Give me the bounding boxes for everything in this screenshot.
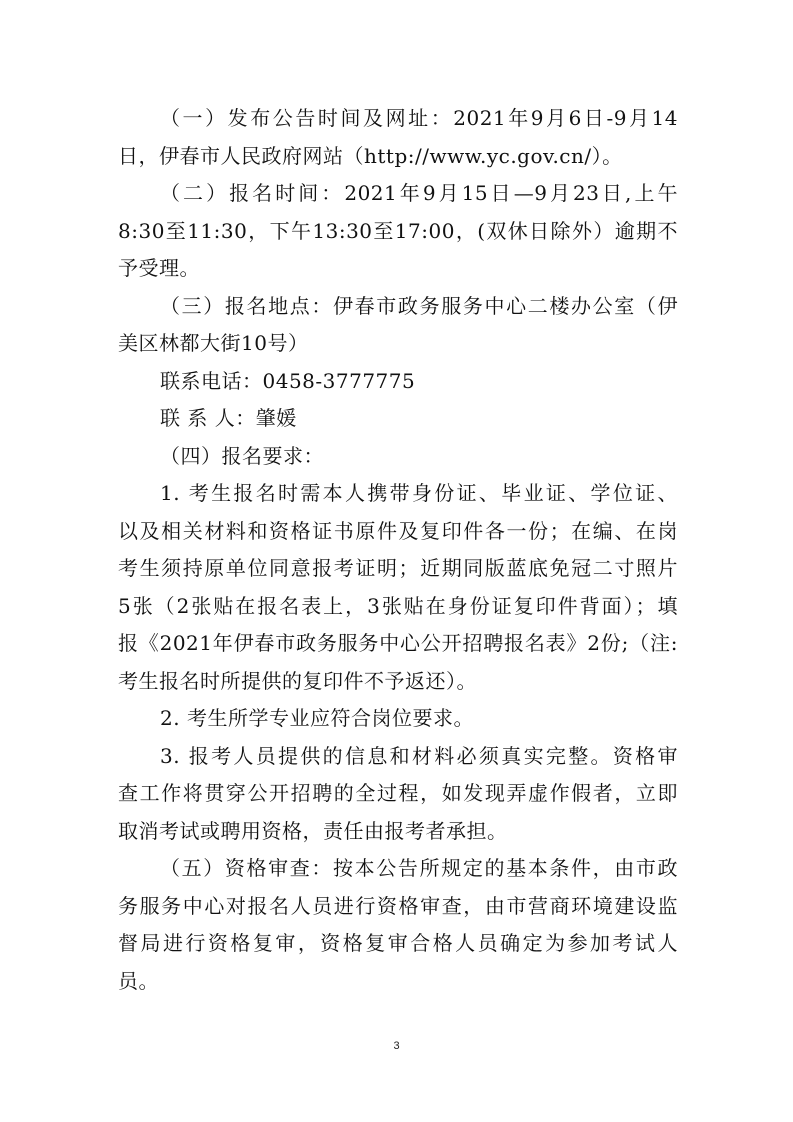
text-line: 督局进行资格复审，资格复审合格人员确定为参加考试人: [118, 931, 678, 955]
text-line: （二）报名时间：2021年9月15日—9月23日,上午: [160, 181, 678, 205]
document-body: [118, 100, 678, 1000]
text-line: 8:30至11:30，下午13:30至17:00，(双休日除外）逾期不: [118, 218, 678, 243]
text-line: （五）资格审查：按本公告所规定的基本条件，由市政: [160, 856, 678, 880]
text-line: （四）报名要求：: [160, 443, 324, 468]
text-line: 联系电话：0458-3777775: [160, 368, 416, 393]
text-line: 考生须持原单位同意报考证明；近期同版蓝底免冠二寸照片: [118, 556, 678, 580]
text-line: 3. 报考人员提供的信息和材料必须真实完整。资格审: [160, 743, 678, 768]
text-line: 员。: [118, 968, 159, 993]
text-line: 2. 考生所学专业应符合岗位要求。: [160, 706, 474, 730]
text-line: 取消考试或聘用资格，责任由报考者承担。: [118, 818, 508, 843]
text-line: 考生报名时所提供的复印件不予返还）。: [118, 668, 477, 693]
text-line: 联 系 人：肇媛: [160, 406, 297, 430]
text-line: 查工作将贯穿公开招聘的全过程，如发现弄虚作假者，立即: [118, 781, 678, 805]
text-line: （一）发布公告时间及网址：2021年9月6日-9月14: [160, 106, 678, 130]
text-line: 5张（2张贴在报名表上，3张贴在身份证复印件背面）；填: [118, 593, 678, 618]
text-line: 1. 考生报名时需本人携带身份证、毕业证、学位证、: [160, 481, 678, 505]
text-line: 予受理。: [118, 256, 200, 280]
text-line: 日，伊春市人民政府网站（http://www.yc.gov.cn/）。: [118, 143, 623, 168]
text-line: 美区林都大街10号）: [118, 331, 309, 355]
text-line: 报《2021年伊春市政务服务中心公开招聘报名表》2份;（注:: [118, 631, 678, 655]
text-line: 务服务中心对报名人员进行资格审查，由市营商环境建设监: [118, 893, 678, 918]
page-number: 3: [393, 1040, 400, 1052]
text-line: 以及相关材料和资格证书原件及复印件各一份；在编、在岗: [118, 518, 678, 543]
text-line: （三）报名地点：伊春市政务服务中心二楼办公室（伊: [160, 293, 678, 318]
